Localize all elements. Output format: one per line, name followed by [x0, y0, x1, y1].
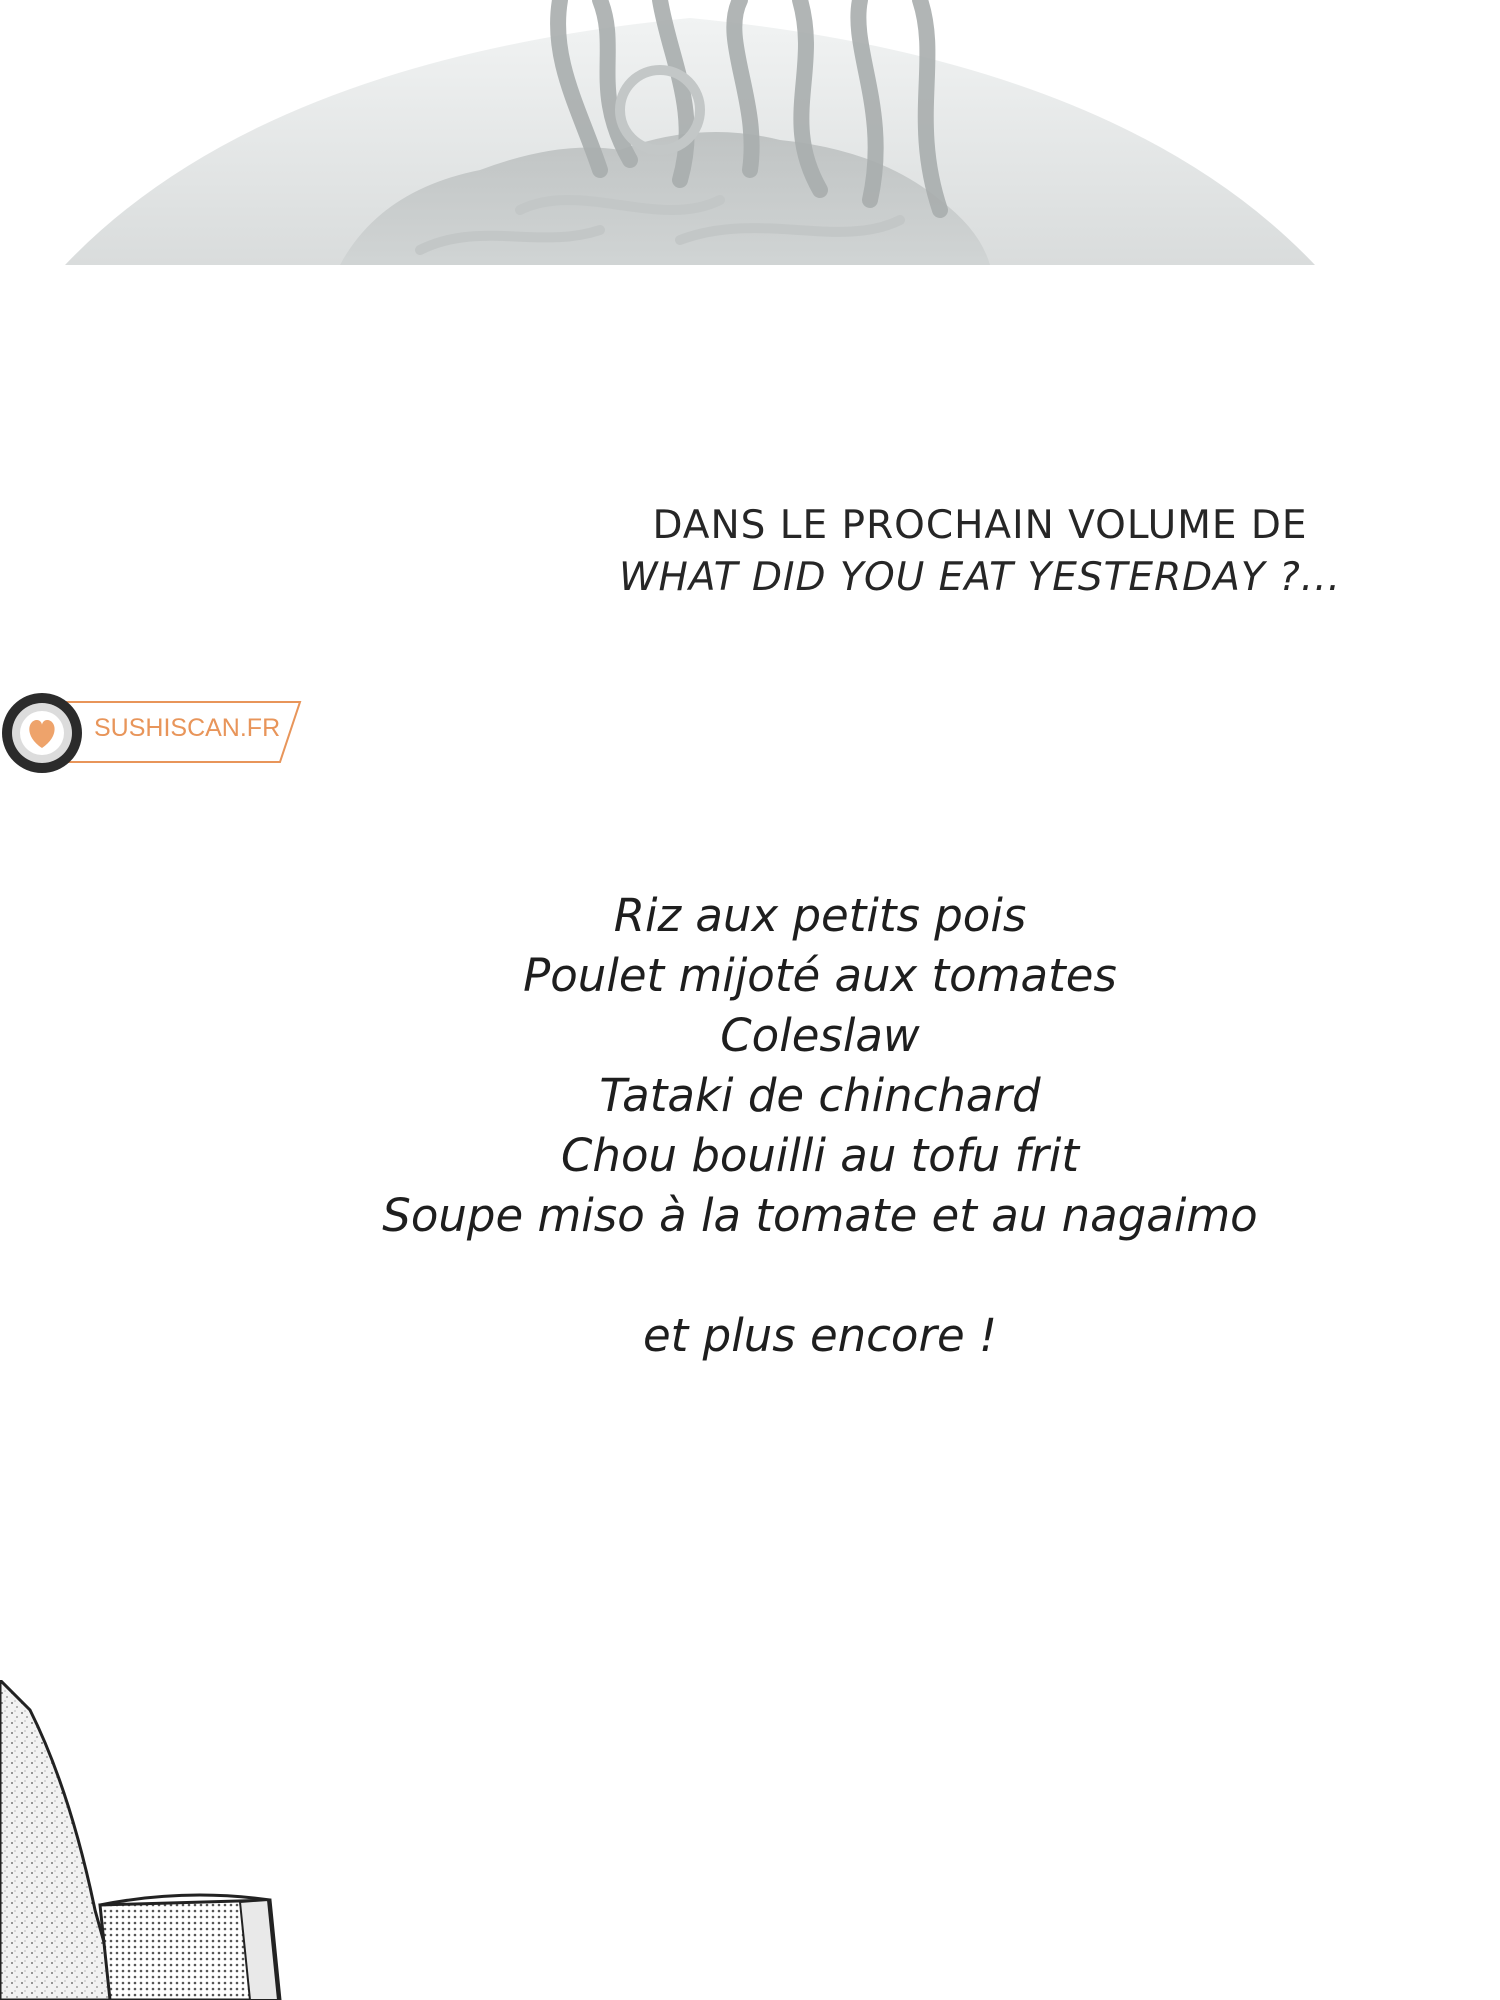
next-volume-line: DANS LE PROCHAIN VOLUME DE	[652, 503, 1308, 548]
noodle-bowl-illustration	[60, 0, 1320, 272]
menu-item: Tataki de chinchard	[599, 1069, 1041, 1122]
series-title: WHAT DID YOU EAT YESTERDAY ?...	[619, 555, 1341, 600]
next-volume-heading	[600, 500, 1360, 604]
menu-more-text: et plus encore !	[643, 1309, 997, 1362]
menu-item: Riz aux petits pois	[613, 889, 1027, 942]
menu-item: Soupe miso à la tomate et au nagaimo	[382, 1189, 1258, 1242]
manga-illustration-fragment	[0, 1680, 300, 2000]
menu-item: Poulet mijoté aux tomates	[523, 949, 1117, 1002]
menu-item: Coleslaw	[720, 1009, 920, 1062]
menu-list	[300, 886, 1340, 1246]
watermark-text: SUSHISCAN.FR	[94, 714, 281, 742]
menu-item: Chou bouilli au tofu frit	[561, 1129, 1079, 1182]
